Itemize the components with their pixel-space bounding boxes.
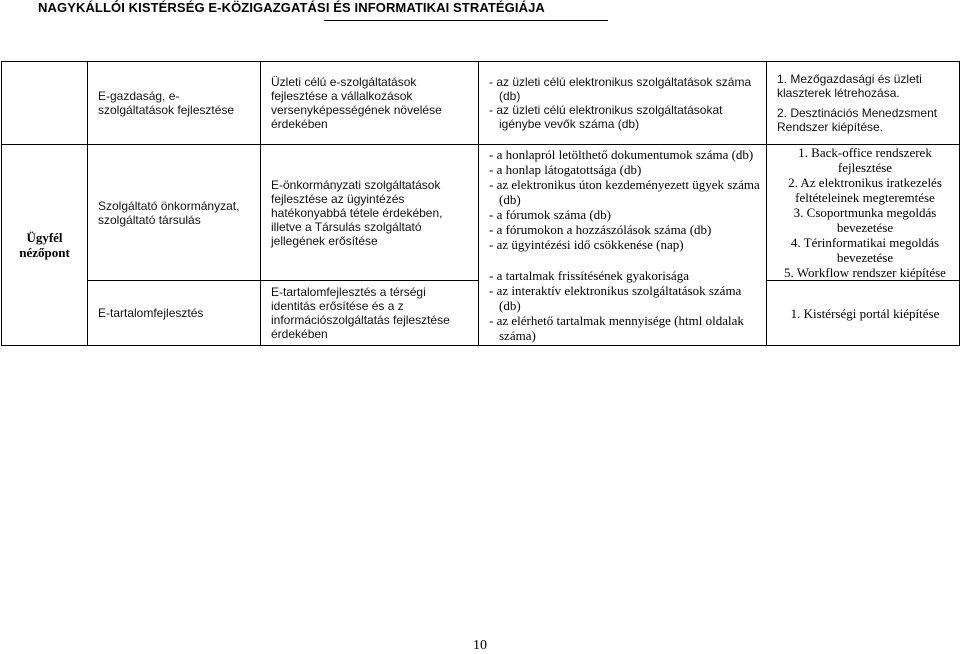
measures-cell <box>479 145 767 346</box>
viewpoint-cell <box>2 145 88 346</box>
projects-cell <box>767 281 960 346</box>
measure-item: - a honlapról letölthető dokumentumok száma (db) <box>489 147 754 162</box>
strategy-table <box>1 61 960 346</box>
projects-cell <box>767 62 960 145</box>
area-cell <box>88 62 261 145</box>
measure-item: - az ügyintézési idő csökkenése (nap) <box>489 237 684 252</box>
title-underline <box>324 20 608 21</box>
project-item: 4. Térinformatikai megoldás bevezetése <box>790 235 940 265</box>
client-viewpoint-label: Ügyfél nézőpont <box>19 230 70 260</box>
document-title: NAGYKÁLLÓI KISTÉRSÉG E-KÖZIGAZGATÁSI ÉS INFORMATIKAI STRATÉGIÁJA <box>38 0 545 15</box>
projects-list <box>767 306 959 321</box>
page-number: 10 <box>473 638 487 653</box>
measures-gap <box>489 252 760 268</box>
goal-cell <box>261 281 479 346</box>
table-row <box>2 145 960 281</box>
projects-list <box>767 72 959 134</box>
project-item: 1. Kistérségi portál kiépítése <box>790 305 940 321</box>
measures-cell <box>479 62 767 145</box>
measure-item: - az üzleti célú elektronikus szolgáltatásokat igénybe vevők száma (db) <box>489 103 723 131</box>
goal-text: Üzleti célú e-szolgáltatások fejlesztése a vállalkozások versenyképességének növelése érdekében <box>271 75 442 131</box>
area-cell <box>88 145 261 281</box>
goal-text: E-tartalomfejlesztés a térségi identitás erősítése és a z információszolgáltatás fejlesztése érdekében <box>271 285 450 341</box>
project-item: 3. Csoportmunka megoldás bevezetése <box>793 205 937 235</box>
measures-list <box>479 75 766 131</box>
empty-viewpoint-cell <box>2 62 88 145</box>
measure-item: - az interaktív elektronikus szolgáltatások száma (db) <box>489 283 742 313</box>
measure-item: - az elektronikus úton kezdeményezett ügyek száma (db) <box>489 177 760 207</box>
measure-item: - az üzleti célú elektronikus szolgáltatások száma (db) <box>489 75 752 103</box>
area-text: E-gazdaság, e-szolgáltatások fejlesztése <box>98 89 235 117</box>
projects-cell <box>767 145 960 281</box>
measure-item: - az elérhető tartalmak mennyisége (html oldalak száma) <box>489 313 744 343</box>
measure-item: - a fórumokon a hozzászólások száma (db) <box>489 222 712 237</box>
goal-cell <box>261 62 479 145</box>
area-text: E-tartalomfejlesztés <box>98 306 204 320</box>
project-item: 2. Az elektronikus iratkezelés feltételeinek megteremtése <box>788 175 942 205</box>
project-item: 1. Back-office rendszerek fejlesztése <box>798 145 932 175</box>
area-text: Szolgáltató önkormányzat, szolgáltató társulás <box>98 198 240 227</box>
goal-cell <box>261 145 479 281</box>
project-item: 1. Mezőgazdasági és üzleti klaszterek létrehozása. <box>777 72 922 100</box>
measure-item: - a honlap látogatottsága (db) <box>489 162 642 177</box>
project-item: 5. Workflow rendszer kiépítése <box>784 265 946 280</box>
table-row <box>2 62 960 145</box>
goal-text: E-önkormányzati szolgáltatások fejlesztése az ügyintézés hatékonyabbá tétele érdekében, illetve a Társulás szolgáltató jellegének erősítése <box>271 177 443 248</box>
measure-item: - a fórumok száma (db) <box>489 207 612 222</box>
project-item: 2. Desztinációs Menedzsment Rendszer kiépítése. <box>777 106 938 134</box>
measures-list <box>479 147 766 343</box>
measure-item: - a tartalmak frissítésének gyakorisága <box>489 268 689 283</box>
projects-list <box>767 145 959 280</box>
area-cell <box>88 281 261 346</box>
